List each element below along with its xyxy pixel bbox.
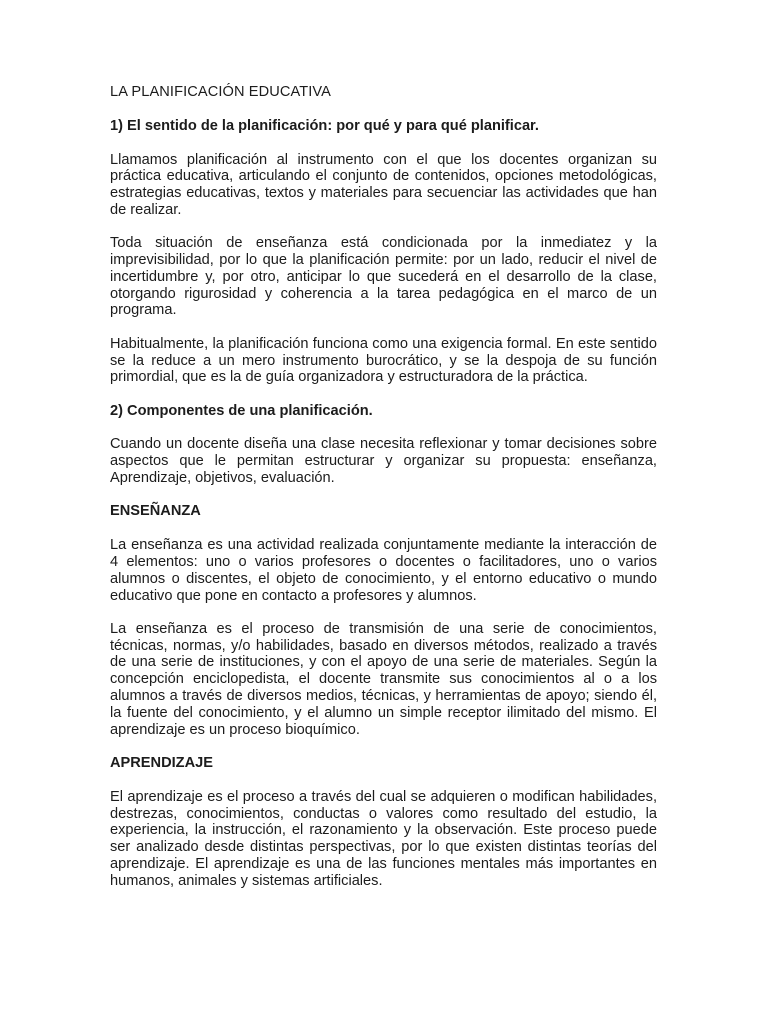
section-heading-ensenanza: ENSEÑANZA bbox=[110, 503, 201, 520]
paragraph: La enseñanza es el proceso de transmisión de una serie de conocimientos, técnicas, normas, y/o habilidades, basado en diversos métodos, realizado a través de una serie de instituciones, y con el apoyo de una serie de materiales. Según la concepción enciclopedista, el docente transmite sus conocimientos al o a los alumnos a través de diversos medios, técnicas, y herramientas de apoyo; siendo él, la fuente del conocimiento, y el alumno un simple receptor ilimitado del mismo. El aprendizaje es un proceso bioquímico. bbox=[110, 620, 657, 738]
paragraph: Llamamos planificación al instrumento con el que los docentes organizan su práctica educativa, articulando el conjunto de contenidos, opciones metodológicas, estrategias educativas, textos y materiales para secuenciar las actividades que han de realizar. bbox=[110, 151, 657, 218]
paragraph: Habitualmente, la planificación funciona como una exigencia formal. En este sentido se la reduce a un mero instrumento burocrático, y se la despoja de su función primordial, que es la de guía organizadora y estructuradora de la práctica. bbox=[110, 335, 657, 386]
paragraph: La enseñanza es una actividad realizada conjuntamente mediante la interacción de 4 elementos: uno o varios profesores o docentes o facilitadores, uno o varios alumnos o discentes, el objeto de conocimiento, y el entorno educativo o mundo educativo que pone en contacto a profesores y alumnos. bbox=[110, 537, 657, 604]
document-title: LA PLANIFICACIÓN EDUCATIVA bbox=[110, 84, 332, 100]
document-page bbox=[110, 84, 657, 906]
paragraph: Cuando un docente diseña una clase necesita reflexionar y tomar decisiones sobre aspectos que le permitan estructurar y organizar su propuesta: enseñanza, Aprendizaje, objetivos, evaluación. bbox=[110, 436, 657, 487]
section-heading-sentido: 1) El sentido de la planificación: por qué y para qué planificar. bbox=[110, 117, 539, 134]
paragraph: Toda situación de enseñanza está condicionada por la inmediatez y la imprevisibilidad, por lo que la planificación permite: por un lado, reducir el nivel de incertidumbre y, por otro, anticipar lo que sucederá en el desarrollo de la clase, otorgando rigurosidad y coherencia a la tarea pedagógica en el marco de un programa. bbox=[110, 235, 657, 319]
paragraph: El aprendizaje es el proceso a través del cual se adquieren o modifican habilidades, destrezas, conocimientos, conductas o valores como resultado del estudio, la experiencia, la instrucción, el razonamiento y la observación. Este proceso puede ser analizado desde distintas perspectivas, por lo que existen distintas teorías del aprendizaje. El aprendizaje es una de las funciones mentales más importantes en humanos, animales y sistemas artificiales. bbox=[110, 788, 657, 889]
section-heading-aprendizaje: APRENDIZAJE bbox=[110, 754, 213, 771]
section-heading-componentes: 2) Componentes de una planificación. bbox=[110, 402, 373, 419]
